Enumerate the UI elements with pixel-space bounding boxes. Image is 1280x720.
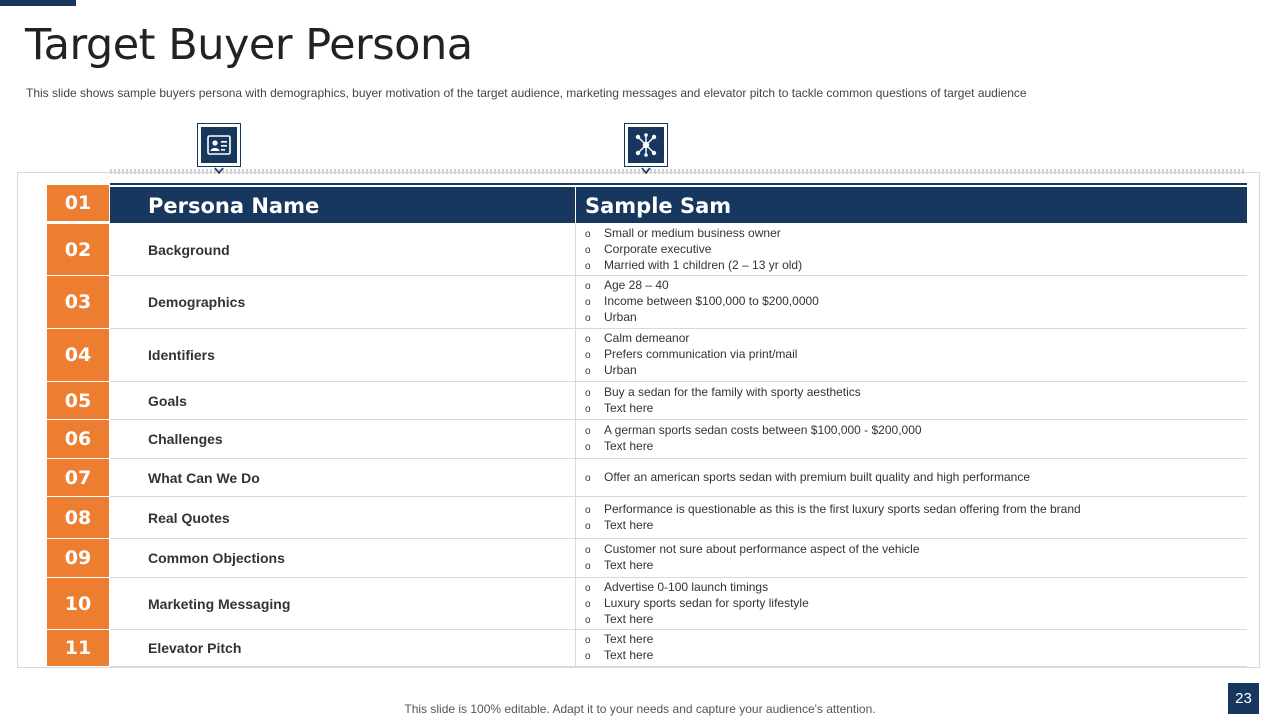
table-row xyxy=(110,459,1247,497)
bullet-list xyxy=(585,420,922,458)
row-number: 11 xyxy=(47,630,109,666)
row-label: Demographics xyxy=(148,294,246,310)
list-item xyxy=(585,502,1081,518)
row-number: 02 xyxy=(47,224,109,275)
row-label: Identifiers xyxy=(148,347,215,363)
row-number: 04 xyxy=(47,329,109,381)
bullet-text: Buy a sedan for the family with sporty aesthetics xyxy=(604,384,861,399)
list-item xyxy=(585,439,922,455)
list-item xyxy=(585,470,1030,486)
network-icon xyxy=(624,123,668,167)
list-item xyxy=(585,612,809,628)
list-item xyxy=(585,580,809,596)
row-number: 01 xyxy=(47,185,109,221)
table-row xyxy=(110,497,1247,539)
row-label: Common Objections xyxy=(148,550,285,566)
list-item xyxy=(585,423,922,439)
page-subtitle: This slide shows sample buyers persona with demographics, buyer motivation of the target audience, marketing messages and elevator pitch to tackle common questions of target audience xyxy=(26,86,1027,100)
row-divider xyxy=(575,224,576,275)
header-divider xyxy=(575,187,576,223)
table-row xyxy=(110,578,1247,630)
list-item xyxy=(585,278,819,294)
bullet-text: Income between $100,000 to $200,0000 xyxy=(604,294,819,308)
list-item xyxy=(585,648,653,664)
bullet-circle-icon: o xyxy=(585,228,591,240)
bullet-circle-icon: o xyxy=(585,614,591,626)
bullet-circle-icon: o xyxy=(585,350,591,361)
row-label: Goals xyxy=(148,392,187,409)
bullet-circle-icon: o xyxy=(585,260,591,272)
bullet-circle-icon: o xyxy=(585,403,591,415)
bullet-text: Text here xyxy=(604,517,654,532)
dotted-divider xyxy=(110,169,1246,174)
table-row xyxy=(110,329,1247,382)
bullet-list xyxy=(585,630,653,666)
row-divider xyxy=(575,578,576,629)
list-item xyxy=(585,226,802,242)
bullet-circle-icon: o xyxy=(585,635,591,646)
bullet-text: Corporate executive xyxy=(604,241,712,256)
row-number: 07 xyxy=(47,459,109,496)
bullet-text: Luxury sports sedan for sporty lifestyle xyxy=(604,595,809,610)
list-item xyxy=(585,558,920,574)
bullet-circle-icon: o xyxy=(585,472,591,484)
bullet-text: Age 28 – 40 xyxy=(604,278,669,292)
bullet-list xyxy=(585,539,920,577)
bullet-list xyxy=(585,459,1030,496)
bullet-circle-icon: o xyxy=(585,297,591,308)
row-divider xyxy=(575,382,576,419)
table-row xyxy=(110,382,1247,420)
bullet-text: Performance is questionable as this is the first luxury sports sedan offering from the brand xyxy=(604,501,1081,516)
bullet-text: Text here xyxy=(604,648,654,662)
top-accent-bar xyxy=(0,0,76,6)
list-item xyxy=(585,347,797,363)
bullet-circle-icon: o xyxy=(585,281,591,292)
bullet-text: Small or medium business owner xyxy=(604,225,781,240)
bullet-text: Text here xyxy=(604,632,654,646)
bullet-circle-icon: o xyxy=(585,313,591,324)
bullet-text: Text here xyxy=(604,611,654,626)
list-item xyxy=(585,258,802,274)
bullet-text: Calm demeanor xyxy=(604,331,690,345)
list-item xyxy=(585,518,1081,534)
bullet-circle-icon: o xyxy=(585,387,591,399)
bullet-list xyxy=(585,224,802,275)
table-row xyxy=(110,420,1247,459)
bullet-list xyxy=(585,329,797,381)
list-item xyxy=(585,331,797,347)
bullet-list xyxy=(585,382,861,419)
bullet-text: Prefers communication via print/mail xyxy=(604,347,798,361)
bullet-text: Advertise 0-100 launch timings xyxy=(604,579,769,594)
bullet-text: Offer an american sports sedan with premium built quality and high performance xyxy=(604,469,1030,484)
bullet-circle-icon: o xyxy=(585,504,591,516)
bullet-circle-icon: o xyxy=(585,582,591,594)
row-divider xyxy=(575,497,576,538)
page-title: Target Buyer Persona xyxy=(25,20,473,70)
row-divider xyxy=(575,630,576,666)
list-item xyxy=(585,632,653,648)
list-item xyxy=(585,596,809,612)
bullet-circle-icon: o xyxy=(585,366,591,377)
table-row xyxy=(110,539,1247,578)
list-item xyxy=(585,242,802,258)
row-divider xyxy=(575,459,576,496)
row-number: 08 xyxy=(47,497,109,538)
row-divider xyxy=(575,276,576,328)
bullet-text: Urban xyxy=(604,310,637,324)
row-divider xyxy=(575,420,576,458)
row-number: 09 xyxy=(47,539,109,577)
row-number: 05 xyxy=(47,382,109,419)
table-row xyxy=(110,630,1247,667)
header-label: Persona Name xyxy=(148,194,320,218)
chevron-down-icon xyxy=(641,167,651,175)
row-label: Background xyxy=(148,241,230,258)
bullet-text: Text here xyxy=(604,439,654,453)
table-row xyxy=(110,224,1247,276)
bullet-text: Text here xyxy=(604,558,654,572)
bullet-circle-icon: o xyxy=(585,598,591,610)
row-divider xyxy=(575,539,576,577)
list-item xyxy=(585,385,861,401)
list-item xyxy=(585,542,920,558)
bullet-list xyxy=(585,578,809,629)
bullet-circle-icon: o xyxy=(585,244,591,256)
chevron-down-icon xyxy=(214,167,224,175)
row-number: 06 xyxy=(47,420,109,458)
table-row xyxy=(110,276,1247,329)
bullet-circle-icon: o xyxy=(585,561,591,572)
list-item xyxy=(585,363,797,379)
page-number: 23 xyxy=(1228,683,1259,714)
bullet-circle-icon: o xyxy=(585,426,591,437)
row-label: What Can We Do xyxy=(148,469,260,486)
header-value: Sample Sam xyxy=(585,194,732,218)
bullet-text: A german sports sedan costs between $100,000 - $200,000 xyxy=(604,423,922,437)
row-divider xyxy=(575,329,576,381)
bullet-list xyxy=(585,276,819,328)
row-label: Elevator Pitch xyxy=(148,640,242,656)
bullet-list xyxy=(585,497,1081,538)
row-label: Challenges xyxy=(148,431,223,447)
footer-note: This slide is 100% editable. Adapt it to your needs and capture your audience's attention. xyxy=(404,702,876,716)
row-number: 10 xyxy=(47,578,109,629)
list-item xyxy=(585,310,819,326)
table-header xyxy=(110,185,1247,223)
bullet-circle-icon: o xyxy=(585,545,591,556)
row-number: 03 xyxy=(47,276,109,328)
bullet-text: Urban xyxy=(604,363,637,377)
list-item xyxy=(585,294,819,310)
bullet-text: Married with 1 children (2 – 13 yr old) xyxy=(604,257,803,272)
row-label: Marketing Messaging xyxy=(148,595,291,612)
bullet-text: Customer not sure about performance aspect of the vehicle xyxy=(604,542,920,556)
bullet-circle-icon: o xyxy=(585,334,591,345)
bullet-circle-icon: o xyxy=(585,651,591,662)
id-card-icon xyxy=(197,123,241,167)
row-label: Real Quotes xyxy=(148,509,230,526)
bullet-circle-icon: o xyxy=(585,442,591,453)
bullet-circle-icon: o xyxy=(585,520,591,532)
list-item xyxy=(585,401,861,417)
bullet-text: Text here xyxy=(604,400,654,415)
